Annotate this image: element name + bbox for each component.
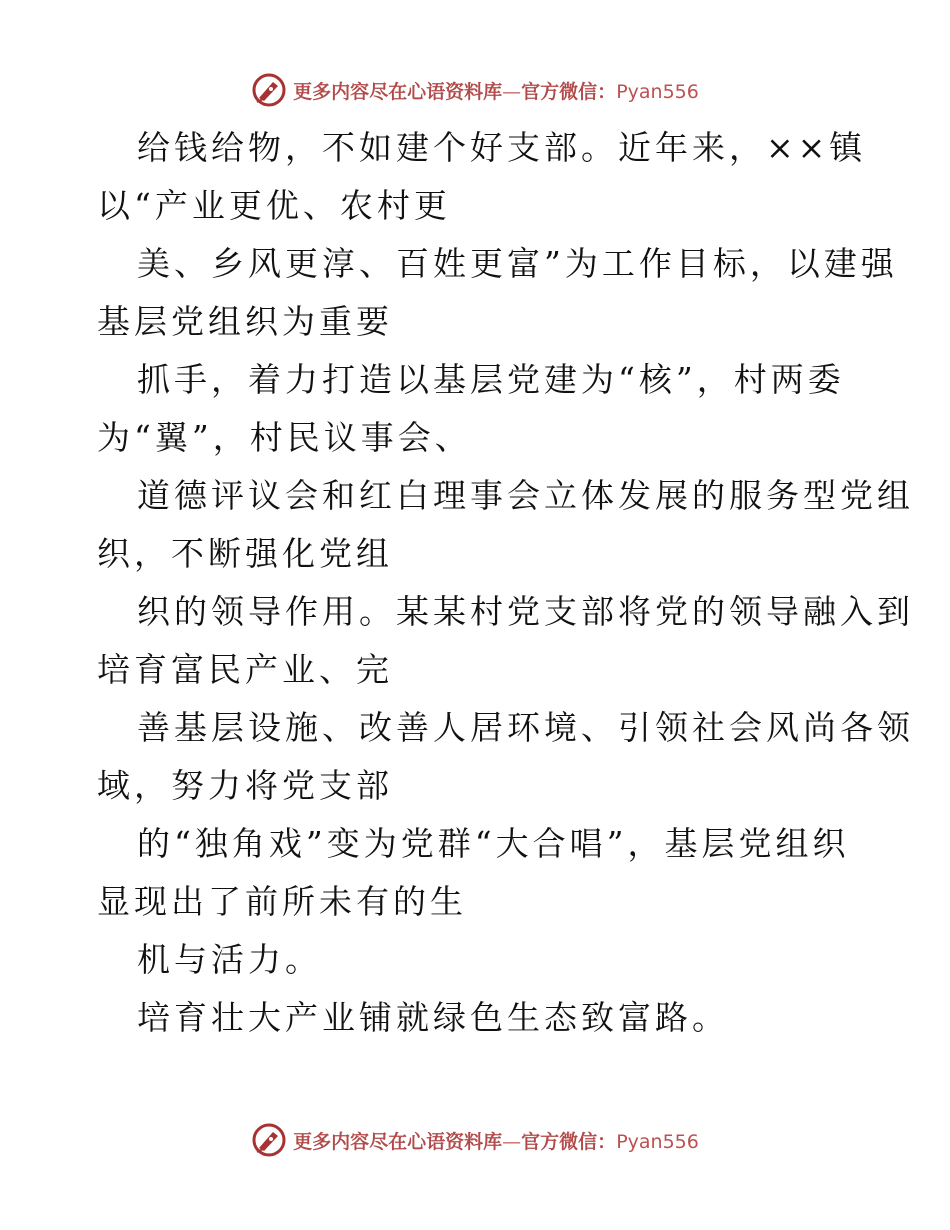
body-line: 显现出了前所未有的生: [97, 882, 467, 921]
body-line: 以“产业更优、农村更: [97, 186, 451, 225]
body-line: 培育壮大产业铺就绿色生态致富路。: [137, 998, 729, 1037]
pen-nib-logo-icon: [251, 1122, 287, 1158]
body-line: 的“独角戏”变为党群“大合唱”，基层党组织: [137, 824, 850, 863]
header-watermark-dash: —: [502, 80, 522, 103]
footer-watermark-text: [293, 1127, 699, 1154]
body-line: 善基层设施、改善人居环境、引领社会风尚各领: [137, 708, 914, 747]
header-watermark-cn: 更多内容尽在心语资料库: [293, 80, 503, 103]
footer-watermark-label: 官方微信：: [521, 1130, 617, 1153]
body-line: 域，努力将党支部: [97, 766, 393, 805]
header-watermark-label: 官方微信：: [521, 80, 617, 103]
footer-watermark-dash: —: [502, 1130, 522, 1153]
body-line: 抓手，着力打造以基层党建为“核”，村两委: [137, 360, 845, 399]
body-line: 培育富民产业、完: [97, 650, 393, 689]
body-line: 为“翼”，村民议事会、: [97, 418, 472, 457]
body-line: 织的领导作用。某某村党支部将党的领导融入到: [137, 592, 914, 631]
footer-watermark-id: Pyan556: [616, 1130, 699, 1153]
body-line: 美、乡风更淳、百姓更富”为工作目标，以建强: [137, 244, 898, 283]
body-line: 给钱给物，不如建个好支部。近年来，××镇: [137, 128, 867, 167]
header-watermark-id: Pyan556: [616, 80, 699, 103]
body-line: 基层党组织为重要: [97, 302, 393, 341]
body-line: 道德评议会和红白理事会立体发展的服务型党组: [137, 476, 914, 515]
footer-watermark-banner: [0, 1120, 950, 1160]
body-line: 织，不断强化党组: [97, 534, 393, 573]
footer-watermark-cn: 更多内容尽在心语资料库: [293, 1130, 503, 1153]
body-line: 机与活力。: [137, 940, 322, 979]
